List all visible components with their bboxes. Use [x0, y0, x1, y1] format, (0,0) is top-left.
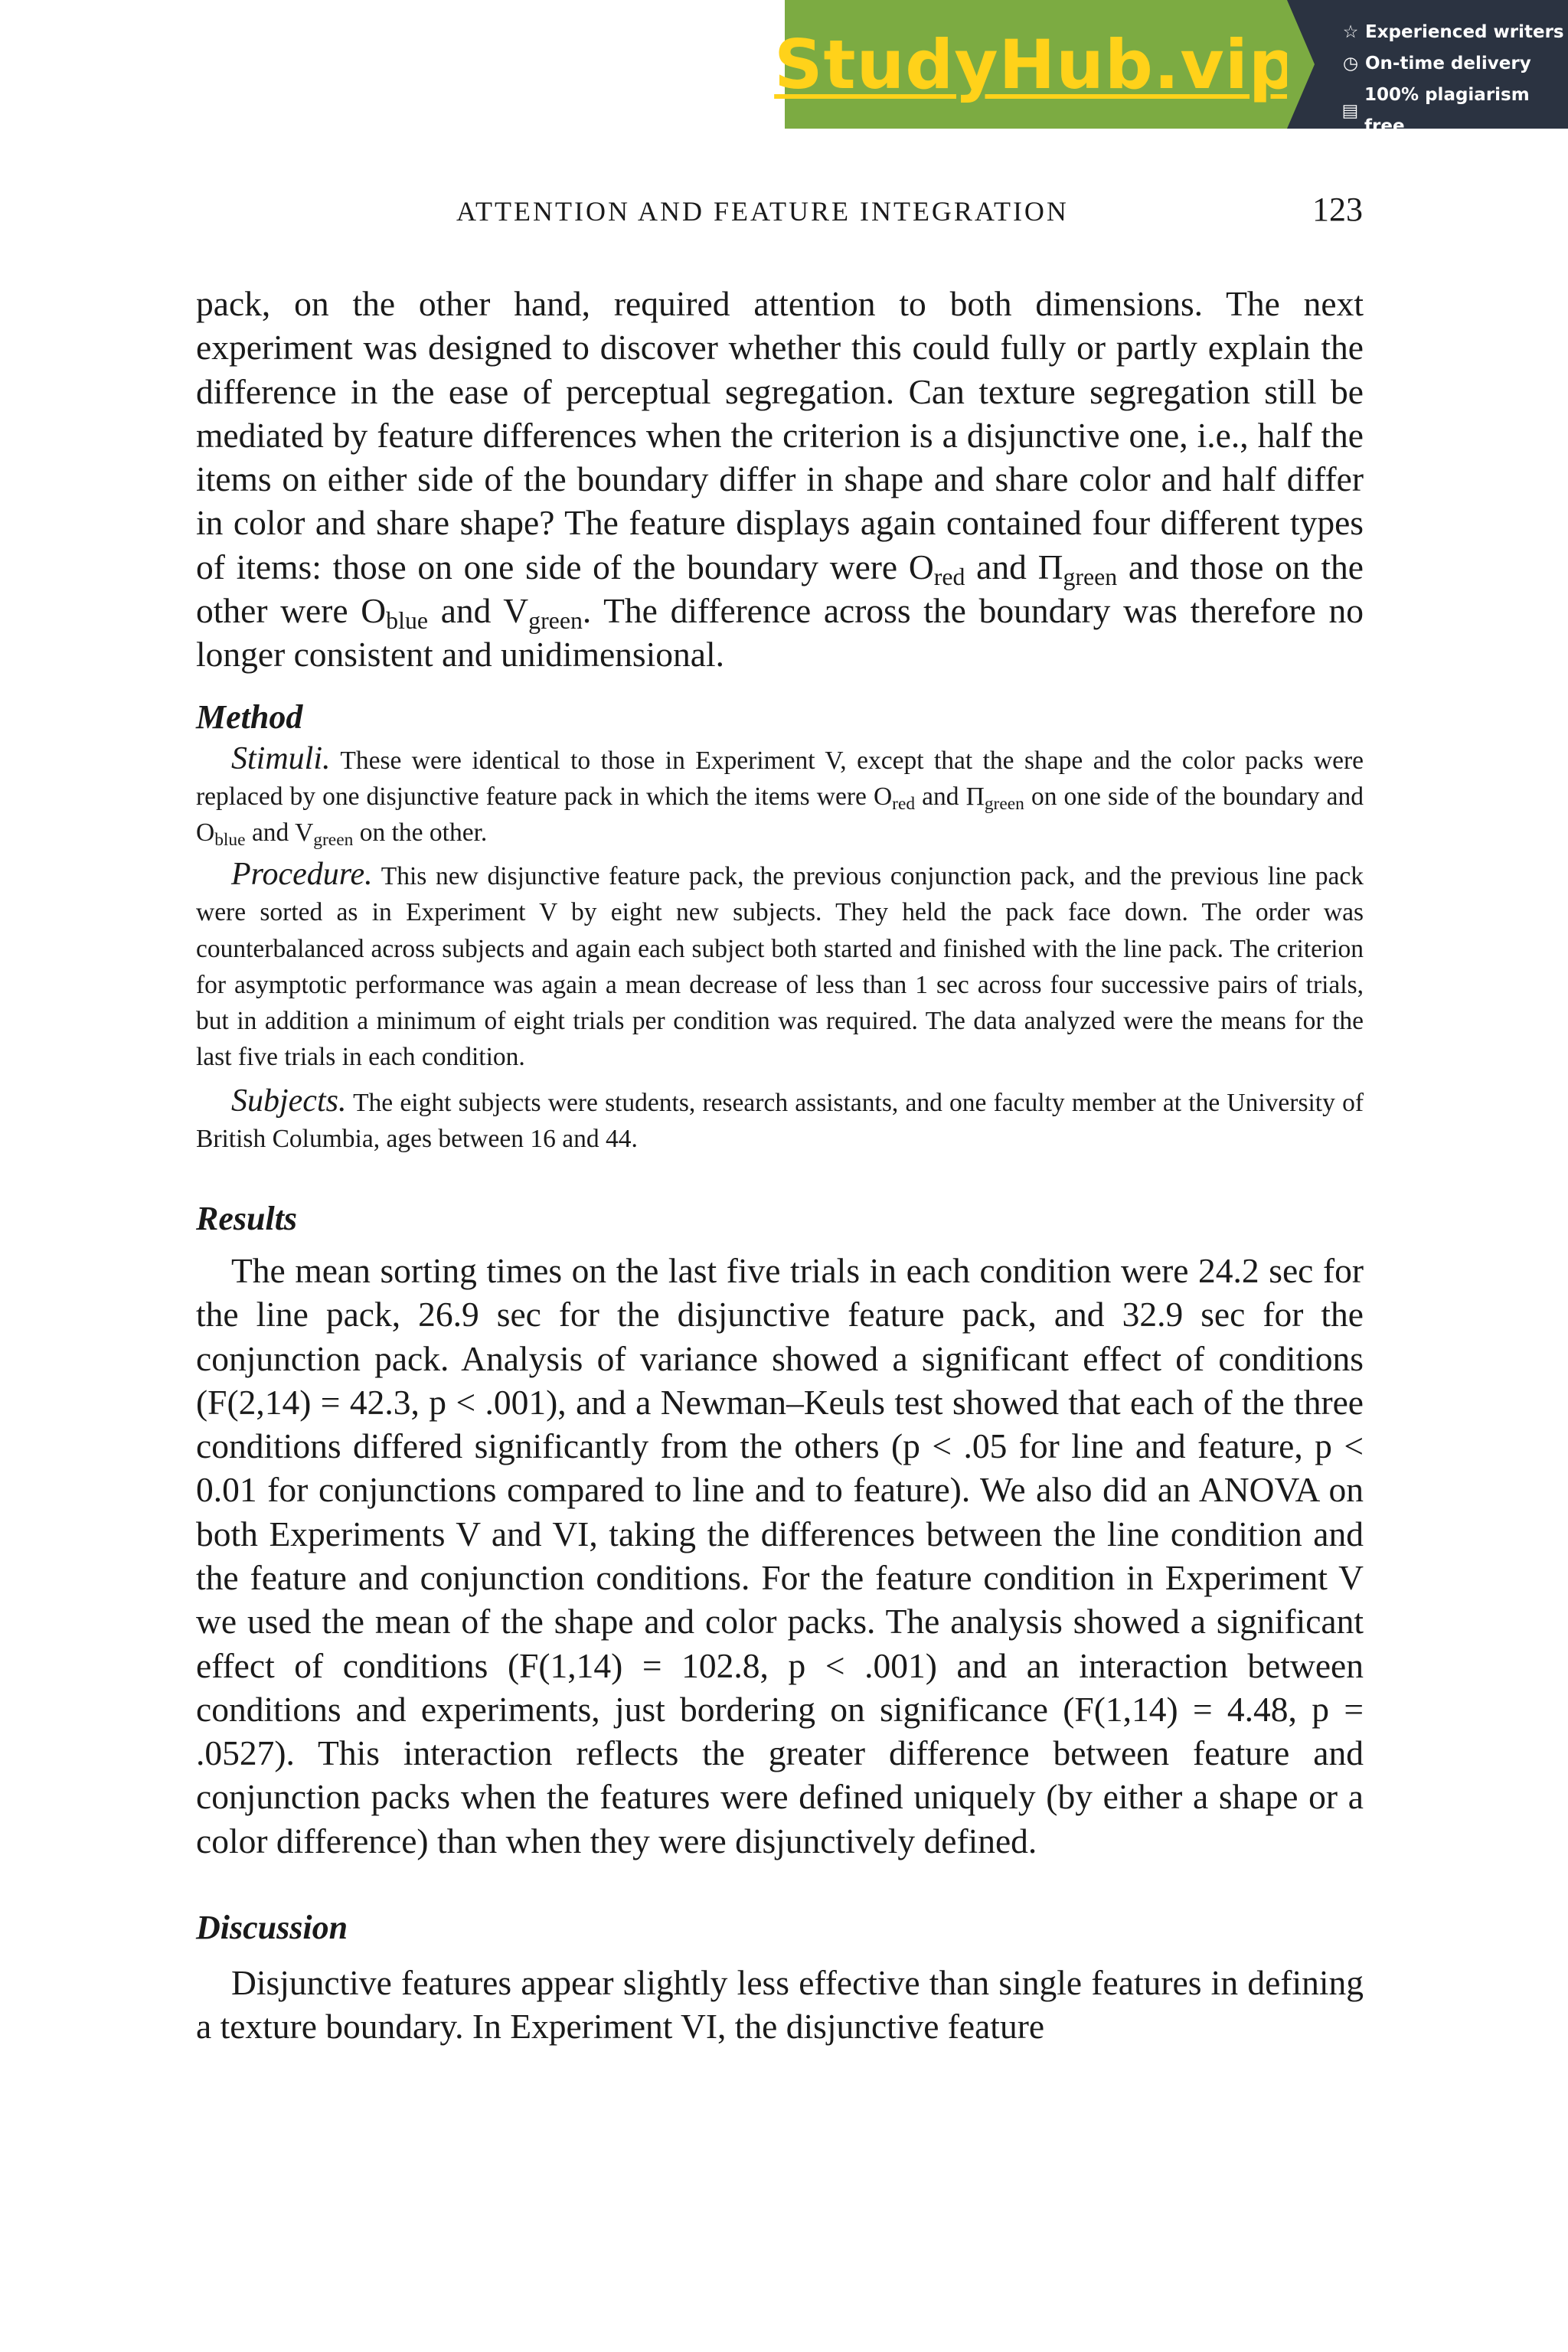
text-run: These were identical to those in Experiment V, except that the shape and the color packs were replaced by one disjunctive feature pack in which the items were O [196, 746, 1364, 811]
subscript: green [984, 793, 1024, 814]
ad-banner[interactable] [774, 0, 1568, 136]
page-number: 123 [1312, 191, 1363, 228]
feature-item [1341, 80, 1568, 142]
procedure-label: Procedure. [231, 857, 373, 893]
intro-paragraph [196, 282, 1364, 677]
feature-item [1341, 17, 1568, 48]
results-heading: Results [196, 1199, 298, 1237]
results-paragraph: The mean sorting times on the last five trials in each condition were 24.2 sec for the line pack, 26.9 sec for the disjunctive feature pack, and 32.9 sec for the conjunction pack. Analysis of variance showed a significant effect of conditions (F(2,14) = 42.3, p < .001), and a Newman–Keuls test showed that each of the three conditions differed significantly from the others (p < .05 for line and feature, p < 0.01 for conjunctions compared to line and to feature). We also did an ANOVA on both Experiments V and VI, taking the differences between the line condition and the feature and conjunction conditions. For the feature condition in Experiment V we used the mean of the shape and color packs. The analysis showed a significant effect of conditions (F(1,14) = 102.8, p < .001) and an interaction between conditions and experiments, just bordering on significance (F(1,14) = 4.48, p = .0527). This interaction reflects the greater difference between feature and conjunction packs when the features were defined uniquely (by either a shape or a color difference) than when they were disjunctively defined. [196, 1250, 1364, 1860]
discussion-paragraph: Disjunctive features appear slightly less effective than single features in defining a texture boundary. In Experiment VI, the disjunctive feature [196, 1963, 1364, 2047]
subscript: blue [214, 829, 246, 850]
text-run: on one side of the boundary and O [196, 782, 1364, 848]
feature-list [1287, 0, 1568, 136]
procedure-paragraph [196, 857, 1364, 1075]
subscript: green [528, 607, 583, 635]
text-run: The eight subjects were students, research assistants, and one faculty member at the University of British Columbia, ages between 16 and 44. [196, 1088, 1364, 1153]
text-run: and Π [915, 782, 985, 811]
text-run: on the other. [353, 818, 488, 848]
clock-icon: ◷ [1342, 54, 1359, 74]
feature-label: On-time delivery [1365, 54, 1531, 74]
subjects-label: Subjects. [231, 1083, 347, 1119]
document-icon: ▤ [1341, 100, 1359, 121]
subscript: green [1063, 563, 1118, 590]
method-heading: Method [196, 697, 303, 736]
text-run: and V [428, 591, 529, 631]
text-run: and those on the other were O [196, 547, 1364, 631]
text-run: This new disjunctive feature pack, the previous conjunction pack, and the previous line pack were sorted as in Experiment V by eight new subjects. They held the pack face down. The order was counterbalanced across subjects and again each subject both started and finished with the line pack. The criterion for asymptotic performance was again a mean decrease of less than 1 sec across four successive pairs of trials, but in addition a minimum of eight trials per condition was required. The data analyzed were the means for the last five trials in each condition. [196, 862, 1364, 1072]
star-outline-icon: ☆ [1342, 22, 1359, 42]
brand-name: StudyHub.vip [774, 24, 1298, 104]
text-run: and Π [965, 547, 1063, 586]
subjects-paragraph [196, 1083, 1364, 1157]
discussion-heading: Discussion [196, 1909, 348, 1947]
subscript: blue [386, 607, 428, 635]
brand-logo[interactable] [774, 0, 1298, 129]
running-title: ATTENTION AND FEATURE INTEGRATION [456, 196, 1069, 227]
text-run: pack, on the other hand, required attention to both dimensions. The next experiment was designed to discover whether this could fully or partly explain the difference in the ease of perceptual segregation. Can texture segregation still be mediated by feature differences when the criterion is a disjunctive one, i.e., half the items on either side of the boundary differ in shape and share color and half differ in color and share shape? The feature displays again contained four different types of items: those on one side of the boundary were O [196, 284, 1364, 586]
feature-label: Experienced writers [1365, 22, 1564, 42]
stimuli-paragraph [196, 741, 1364, 851]
feature-label: 100% plagiarism free [1364, 85, 1530, 136]
running-head [456, 190, 1363, 229]
subscript: green [313, 829, 354, 850]
text-run: . The difference across the boundary was therefore no longer consistent and unidimensional. [196, 591, 1364, 675]
text-run: and V [245, 818, 314, 848]
stimuli-label: Stimuli. [231, 740, 331, 776]
feature-item [1341, 48, 1568, 80]
subscript: red [892, 793, 916, 814]
subscript: red [933, 563, 965, 590]
page-body [196, 282, 1364, 2049]
